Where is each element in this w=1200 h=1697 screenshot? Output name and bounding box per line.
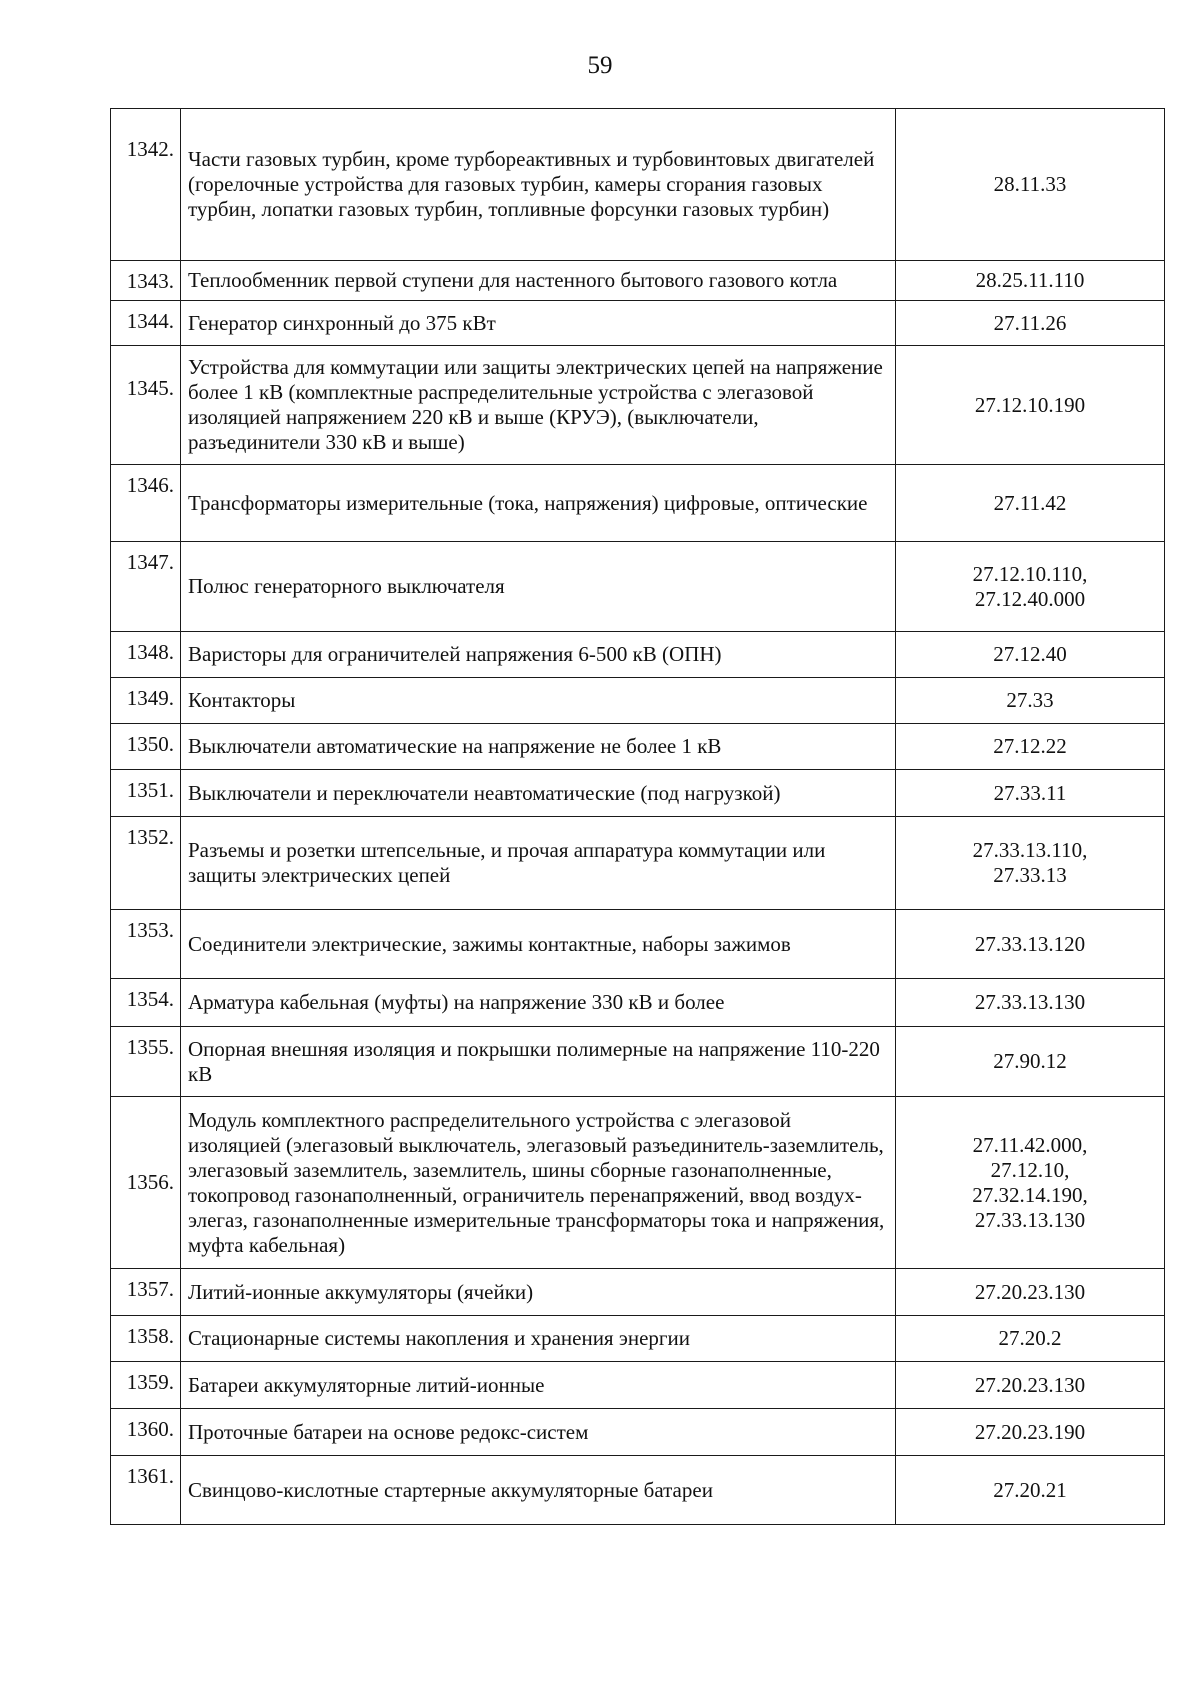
row-description: Литий-ионные аккумуляторы (ячейки) [181, 1269, 896, 1316]
row-code: 27.33 [896, 678, 1165, 724]
row-number: 1357. [111, 1269, 181, 1316]
row-number: 1347. [111, 542, 181, 632]
row-code: 27.33.13.130 [896, 979, 1165, 1027]
row-number: 1350. [111, 724, 181, 770]
table-row [111, 910, 1165, 979]
row-number: 1358. [111, 1316, 181, 1362]
row-code: 27.33.13.120 [896, 910, 1165, 979]
table-row [111, 1269, 1165, 1316]
row-code: 27.12.10.110, 27.12.40.000 [896, 542, 1165, 632]
row-number: 1343. [111, 261, 181, 301]
table-row [111, 346, 1165, 465]
row-number: 1346. [111, 465, 181, 542]
page-number: 59 [587, 52, 613, 79]
row-number: 1351. [111, 770, 181, 817]
table-row [111, 542, 1165, 632]
row-code: 27.20.23.130 [896, 1269, 1165, 1316]
row-number: 1353. [111, 910, 181, 979]
row-number: 1348. [111, 632, 181, 678]
row-description: Устройства для коммутации или защиты электрических цепей на напряжение более 1 кВ (комплектные распределительные устройства с элегазовой изоляцией напряжением 220 кВ и выше (КРУЭ), (выключатели, разъединители 330 кВ и выше) [181, 346, 896, 465]
table-row [111, 979, 1165, 1027]
table-row [111, 1409, 1165, 1456]
row-description: Теплообменник первой ступени для настенного бытового газового котла [181, 261, 896, 301]
row-description: Полюс генераторного выключателя [181, 542, 896, 632]
row-number: 1344. [111, 301, 181, 346]
row-number: 1345. [111, 346, 181, 465]
table-row [111, 1027, 1165, 1097]
row-code: 27.20.21 [896, 1456, 1165, 1525]
row-code: 27.90.12 [896, 1027, 1165, 1097]
row-description: Выключатели автоматические на напряжение не более 1 кВ [181, 724, 896, 770]
row-description: Варисторы для ограничителей напряжения 6-500 кВ (ОПН) [181, 632, 896, 678]
table-row [111, 109, 1165, 261]
row-description: Разъемы и розетки штепсельные, и прочая аппаратура коммутации или защиты электрических цепей [181, 817, 896, 910]
row-code: 27.33.11 [896, 770, 1165, 817]
table-row [111, 770, 1165, 817]
table-row [111, 261, 1165, 301]
row-description: Соединители электрические, зажимы контактные, наборы зажимов [181, 910, 896, 979]
row-code: 28.11.33 [896, 109, 1165, 261]
row-number: 1352. [111, 817, 181, 910]
table-row [111, 678, 1165, 724]
table-row [111, 1456, 1165, 1525]
row-code: 27.20.23.190 [896, 1409, 1165, 1456]
table-row [111, 817, 1165, 910]
table-row [111, 724, 1165, 770]
row-description: Батареи аккумуляторные литий-ионные [181, 1362, 896, 1409]
row-description: Контакторы [181, 678, 896, 724]
row-description: Выключатели и переключатели неавтоматические (под нагрузкой) [181, 770, 896, 817]
registry-table-body [111, 109, 1165, 1525]
table-row [111, 301, 1165, 346]
row-number: 1360. [111, 1409, 181, 1456]
row-description: Генератор синхронный до 375 кВт [181, 301, 896, 346]
row-code: 27.12.22 [896, 724, 1165, 770]
row-description: Арматура кабельная (муфты) на напряжение 330 кВ и более [181, 979, 896, 1027]
row-description: Модуль комплектного распределительного устройства с элегазовой изоляцией (элегазовый выключатель, элегазовый разъединитель-заземлитель, элегазовый заземлитель, заземлитель, шины сборные газонаполненные, токопровод газонаполненный, ограничитель перенапряжений, ввод воздух-элегаз, газонаполненные измерительные трансформаторы тока и напряжения, муфта кабельная) [181, 1097, 896, 1269]
row-number: 1342. [111, 109, 181, 261]
row-description: Опорная внешняя изоляция и покрышки полимерные на напряжение 110-220 кВ [181, 1027, 896, 1097]
table-row [111, 632, 1165, 678]
row-code: 27.20.23.130 [896, 1362, 1165, 1409]
row-code: 27.11.42.000, 27.12.10, 27.32.14.190, 27.33.13.130 [896, 1097, 1165, 1269]
table-row [111, 465, 1165, 542]
row-number: 1361. [111, 1456, 181, 1525]
row-number: 1359. [111, 1362, 181, 1409]
table-row [111, 1316, 1165, 1362]
row-number: 1356. [111, 1097, 181, 1269]
row-description: Стационарные системы накопления и хранения энергии [181, 1316, 896, 1362]
row-code: 27.11.42 [896, 465, 1165, 542]
row-description: Проточные батареи на основе редокс-систем [181, 1409, 896, 1456]
row-description: Трансформаторы измерительные (тока, напряжения) цифровые, оптические [181, 465, 896, 542]
table-row [111, 1362, 1165, 1409]
row-number: 1354. [111, 979, 181, 1027]
row-code: 27.12.10.190 [896, 346, 1165, 465]
row-description: Части газовых турбин, кроме турбореактивных и турбовинтовых двигателей (горелочные устройства для газовых турбин, камеры сгорания газовых турбин, лопатки газовых турбин, топливные форсунки газовых турбин) [181, 109, 896, 261]
table-row [111, 1097, 1165, 1269]
registry-table [110, 108, 1165, 1525]
row-code: 27.20.2 [896, 1316, 1165, 1362]
row-description: Свинцово-кислотные стартерные аккумуляторные батареи [181, 1456, 896, 1525]
row-code: 27.12.40 [896, 632, 1165, 678]
row-code: 28.25.11.110 [896, 261, 1165, 301]
row-code: 27.11.26 [896, 301, 1165, 346]
row-number: 1355. [111, 1027, 181, 1097]
row-number: 1349. [111, 678, 181, 724]
row-code: 27.33.13.110, 27.33.13 [896, 817, 1165, 910]
